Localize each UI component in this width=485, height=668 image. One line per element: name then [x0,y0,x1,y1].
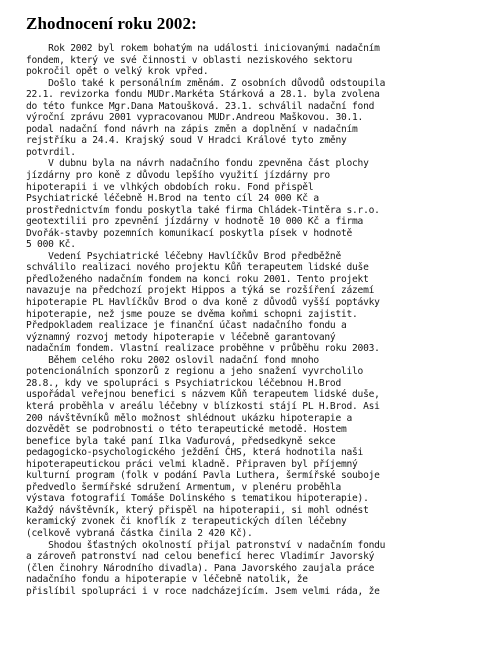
text-line: dozvědět se podrobnosti o této terapeutické metodě. Hostem [26,424,347,436]
text-line: (člen činohry Národního divadla). Pana Javorského zaujala práce [26,562,375,574]
text-line: hipoterapii i ve vlhkých obdobích roku. Fond přispěl [26,181,314,193]
text-line: Psychiatrické léčebně H.Brod na tento cíl 24 000 Kč a [26,193,319,205]
text-line: pokročil opět o velký krok vpřed. [26,66,209,78]
text-line: hipoterapie, než jsme pouze se dvěma koňmi schopni zajistit. [26,308,358,320]
text-line: uspořádal veřejnou benefici s názvem Kůň terapeutem lidské duše, [26,389,380,401]
text-line: rejstříku a 24.4. Krajský soud V Hradci Králové tyto změny [26,135,347,147]
text-line: potencionálních sponzorů z regionu a jeho snažení vyvrcholilo [26,366,364,378]
text-line: benefice byla také paní Ilka Vaďurová, předsedkyně sekce [26,435,336,447]
text-line: předvedlo šermířské sdružení Armentum, v plenéru proběhla [26,481,341,493]
text-line: schválilo realizaci nového projektu Kůň terapeutem lidské duše [26,262,369,274]
text-line: V dubnu byla na návrh nadačního fondu zpevněna část plochy [26,158,369,170]
text-line: hipoterapeutickou práci velmi kladně. Připraven byl příjemný [26,458,358,470]
text-line: keramický zvonek či knoflík z terapeutických dílen léčebny [26,516,347,528]
text-line: navazuje na předchozí projekt Hippos a týká se rozšíření zázemí [26,285,375,297]
text-line: Rok 2002 byl rokem bohatým na události iniciovanými nadačním [26,43,380,54]
text-line: pedagogicko-psychologického ježdění ČHS, která hodnotila naši [26,447,364,459]
text-line: výroční zprávu 2001 vypracovanou MUDr.Andreou Maškovou. 30.1. [26,112,364,124]
document-body [26,43,475,597]
text-line: prostřednictvím fondu poskytla také firma Chládek-Tintěra s.r.o. [26,204,380,216]
text-line: Každý návštěvník, který přispěl na hipoterapii, si mohl odnést [26,504,369,516]
text-line: Došlo také k personálním změnám. Z osobních důvodů odstoupila [26,77,386,89]
text-line: 5 000 Kč. [26,239,76,251]
text-line: Během celého roku 2002 oslovil nadační fond mnoho [26,354,319,366]
text-line: Předpokladem realizace je finanční účast nadačního fondu a [26,320,347,332]
text-line: hipoterapie PL Havlíčkův Brod o dva koně z důvodů vyšší poptávky [26,297,380,309]
text-line: významný rozvoj metody hipoterapie v léčebně garantovaný [26,331,336,343]
text-line: výstava fotografií Tomáše Dolinského s tematikou hipoterapie). [26,493,369,505]
text-line: která proběhla v areálu léčebny v blízkosti stájí PL H.Brod. Asi [26,400,380,412]
text-line: fondem, který ve své činnosti v oblasti neziskového sektoru [26,54,353,66]
text-line: nadačního fondu a hipoterapie v léčebně natolik, že [26,574,308,586]
text-line: přislíbil spolupráci i v roce nadcházejícím. Jsem velmi ráda, že [26,585,380,597]
text-line: podal nadační fond návrh na zápis změn a doplnění v nadačním [26,123,358,135]
text-line: Dvořák-stavby pozemních komunikací poskytla písek v hodnotě [26,227,353,239]
document-title: Zhodnocení roku 2002: [26,14,197,33]
text-line: jízdárny pro koně z důvodu lepšího využití jízdárny pro [26,170,330,182]
text-line: (celkově vybraná částka činila 2 420 Kč). [26,527,253,539]
text-line: geotextilii pro zpevnění jízdárny v hodnotě 10 000 Kč a firma [26,216,364,228]
text-line: kulturní program (folk v podání Pavla Luthera, šermířské souboje [26,470,380,482]
text-line: předloženého nadačním fondem na konci roku 2001. Tento projekt [26,273,369,285]
text-line: 22.1. revizorka fondu MUDr.Markéta Stárková a 28.1. byla zvolena [26,89,380,101]
text-line: a zároveň patronství nad celou beneficí herec Vladimír Javorský [26,551,375,563]
text-line: 28.8., kdy ve spolupráci s Psychiatrickou léčebnou H.Brod [26,377,341,389]
text-line: nadačním fondem. Vlastní realizace proběhne v průběhu roku 2003. [26,343,380,355]
text-line: Vedení Psychiatrické léčebny Havlíčkův Brod předběžně [26,250,341,262]
text-line: Shodou šťastných okolností přijal patronství v nadačním fondu [26,539,386,551]
text-line: 200 návštěvníků mělo možnost shlédnout ukázku hipoterapie a [26,412,353,424]
text-line: potvrdil. [26,146,76,158]
text-line: do této funkce Mgr.Dana Matoušková. 23.1. schválil nadační fond [26,100,375,112]
